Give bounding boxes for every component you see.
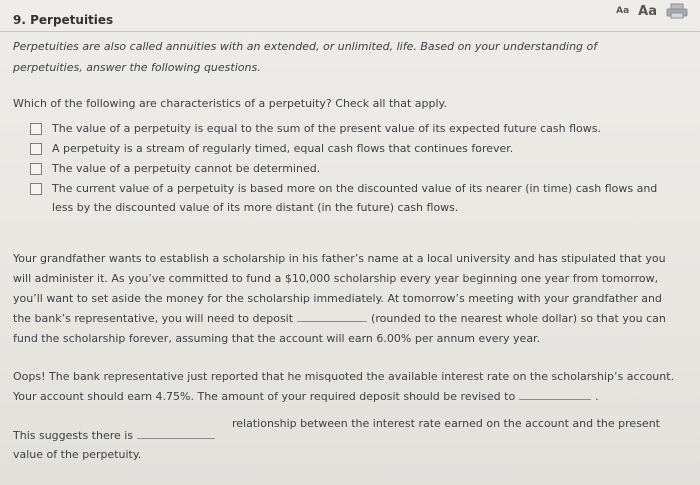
option-1-checkbox[interactable]	[30, 123, 42, 135]
relationship-left	[13, 426, 219, 464]
revision-paragraph	[13, 367, 678, 407]
decrease-font-button[interactable]: Aa	[616, 6, 630, 16]
revised-deposit-blank[interactable]	[519, 387, 591, 400]
increase-font-button[interactable]: Aa	[638, 3, 657, 19]
problem-title: 9. Perpetuities	[13, 13, 114, 27]
revision-text-before: Oops! The bank representative just reported that he misquoted the available interest rate on the scholarship’s account. Your account should earn 4.75%. The amount of your required deposit should be revised to	[13, 370, 675, 403]
scenario-paragraph	[13, 249, 678, 349]
option-4-label: The current value of a perpetuity is based more on the discounted value of its nearer (in time) cash flows and less by the discounted value of its more distant (in the future) cash flows.	[52, 182, 658, 214]
option-1[interactable]	[30, 119, 680, 138]
scenario-text-before: Your grandfather wants to establish a scholarship in his father’s name at a local university and has stipulated that you will administer it. As you’ve committed to fund a $10,000 scholarship every year beginning one year from tomorrow, you’ll want to set aside the money for the scholarship immediately. At tomorrow’s meeting with your grandfather and the bank’s representative, you will need to deposit	[13, 252, 666, 325]
intro-text: Perpetuities are also called annuities with an extended, or unlimited, life. Based on your understanding of perpetuities, answer the following questions.	[13, 40, 598, 74]
revision-text-after: .	[595, 390, 599, 403]
font-tools	[616, 3, 688, 19]
option-3-checkbox[interactable]	[30, 163, 42, 175]
option-1-label: The value of a perpetuity is equal to the sum of the present value of its expected future cash flows.	[52, 122, 602, 135]
deposit-answer-blank[interactable]	[297, 309, 367, 322]
header-divider	[0, 31, 700, 32]
relationship-right	[232, 414, 660, 433]
relationship-text-left: This suggests there is	[13, 429, 134, 442]
option-2[interactable]	[30, 139, 680, 158]
option-2-checkbox[interactable]	[30, 143, 42, 155]
option-3[interactable]	[30, 159, 680, 178]
print-icon[interactable]	[666, 3, 688, 19]
option-4[interactable]	[30, 179, 680, 217]
option-4-checkbox[interactable]	[30, 183, 42, 195]
option-2-label: A perpetuity is a stream of regularly timed, equal cash flows that continues forever.	[52, 142, 514, 155]
options-list	[30, 119, 680, 218]
question-prompt: Which of the following are characteristics of a perpetuity? Check all that apply.	[13, 97, 447, 110]
option-3-label: The value of a perpetuity cannot be determined.	[52, 162, 321, 175]
scenario-text-after: (rounded to the nearest whole dollar) so that you can fund the scholarship forever, assuming that the account will earn 6.00% per annum every year.	[13, 312, 666, 345]
relationship-text-right: relationship between the interest rate earned on the account and the present	[232, 417, 660, 430]
relationship-dropdown-blank[interactable]	[137, 426, 215, 439]
relationship-text-tail: value of the perpetuity.	[13, 448, 142, 461]
